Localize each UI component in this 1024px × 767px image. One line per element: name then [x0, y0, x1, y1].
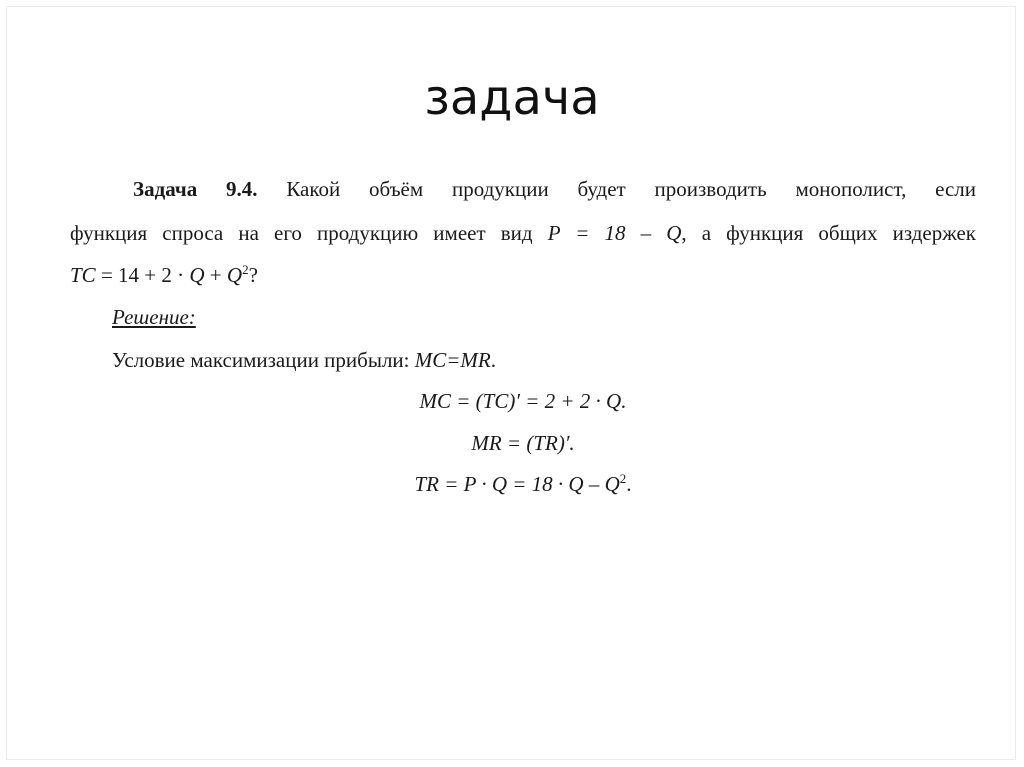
cost-exponent: 2 — [242, 262, 249, 277]
problem-line-2 — [70, 220, 976, 246]
formula-tr-main: TR = P · Q = 18 · Q – Q — [414, 472, 620, 496]
cost-plus: + — [204, 263, 227, 287]
formula-tr-end: . — [626, 472, 632, 496]
problem-text-1: Какой объём продукции будет производить монополист, если — [286, 177, 976, 201]
solution-label — [112, 304, 196, 330]
problem-text-2: функция спроса на его продукцию имеет вид — [70, 221, 533, 245]
cost-symbol: TC — [70, 263, 96, 287]
profit-condition-text: Условие максимизации прибыли: — [112, 348, 415, 372]
cost-q1: Q — [189, 263, 205, 287]
demand-function: P = 18 – Q — [547, 221, 682, 245]
formula-tr — [70, 471, 976, 497]
slide-title: задача — [424, 70, 600, 126]
solution-label-text: Решение: — [112, 305, 196, 329]
problem-line-1 — [70, 176, 976, 202]
profit-condition-formula: MC=MR — [414, 348, 491, 372]
cost-q2: Q — [226, 263, 243, 287]
formula-mr: MR = (TR)′. — [471, 431, 575, 455]
problem-text-2-end: , а функция общих издержек — [681, 221, 977, 245]
problem-line-3 — [70, 262, 258, 288]
formula-mc: MC = (TC)′ = 2 + 2 · Q. — [419, 389, 627, 413]
cost-expression: = 14 + 2 · — [95, 263, 190, 287]
formula-tr-exponent: 2 — [619, 471, 627, 486]
profit-condition — [112, 347, 496, 373]
cost-question-mark: ? — [248, 263, 258, 287]
problem-heading: Задача 9.4. — [133, 177, 258, 201]
profit-condition-end: . — [490, 348, 497, 372]
